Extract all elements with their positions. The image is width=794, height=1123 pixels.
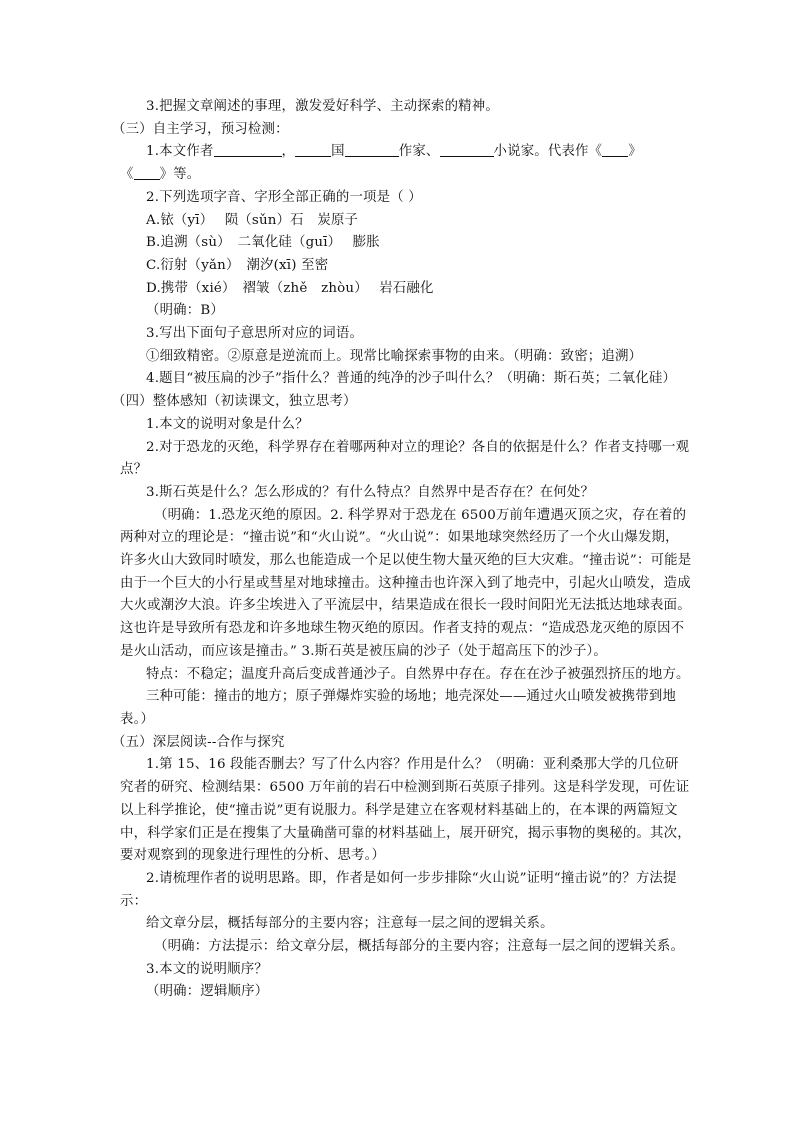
objective-3: 3.把握文章阐述的事理，激发爱好科学、主动探索的精神。 — [146, 99, 499, 114]
option-b: B.追溯（sù） 二氧化硅（guī） 膨胀 — [146, 235, 380, 251]
answer-blank-work-2 — [134, 165, 160, 180]
option-c: C.衍射（yǎn） 潮汐(xī) 至密 — [146, 257, 329, 273]
discussion-question-1: 1.第 15、16 段能否删去？写了什么内容？作用是什么？（明确：亚利桑那大学的几位研究者的研究、检测结果：6500 万年前的岩石中检测到斯石英原子排列。这是科学发现，可佐证以上科学推论，使“撞击说”更有说服力。科学是建立在客观材料基础上的，在本课的两篇短文中，科学家们正是在搜集了大量确凿可靠的材料基础上，展开研究，揭示事物的奥秘的。其次，要对观察到的现象进行理性的分析、思考。） — [120, 757, 691, 864]
question-1-text-f: 》 — [628, 144, 642, 160]
answer-blank-country — [295, 142, 331, 157]
study-answer-possibilities: 三种可能：撞击的地方；原子弹爆炸实验的场地；地壳深处——通过火山喷发被携带到地表。） — [120, 689, 677, 727]
option-a: A.铱（yī） 陨（sǔn）石 炭原子 — [146, 212, 359, 228]
discussion-question-2: 2.请梳理作者的说明思路。即，作者是如何一步步排除“火山说”证明“撞击说”的？方法提示： — [120, 870, 677, 909]
option-d: D.携带（xié） 褶皱（zhě zhòu） 岩石融化 — [146, 280, 434, 296]
question-4: 4.题目“被压扁的沙子”指什么？普通的纯净的沙子叫什么？（明确：斯石英；二氧化硅） — [146, 371, 677, 387]
study-question-3: 3.斯石英是什么？怎么形成的？有什么特点？自然界中是否存在？在何处？ — [146, 484, 595, 500]
section-5-heading: （五）深层阅读--合作与探究 — [112, 734, 285, 750]
answer-blank-author — [214, 142, 282, 157]
study-question-2: 2.对于恐龙的灭绝，科学界存在着哪两种对立的理论？各自的依据是什么？作者支持哪一观点？ — [120, 439, 690, 478]
question-1-text-b: ， — [281, 144, 296, 160]
document-body — [112, 96, 692, 1004]
question-1-text-a: 1.本文作者 — [146, 144, 214, 160]
answer-blank-work-1 — [602, 142, 628, 157]
question-1-text-h: 》等。 — [159, 167, 201, 183]
discussion-question-3: 3.本文的说明顺序？ — [146, 961, 268, 977]
answer-2: （明确：B） — [146, 303, 224, 319]
discussion-answer-3: （明确：逻辑顺序） — [146, 984, 269, 1000]
study-question-1: 1.本文的说明对象是什么？ — [146, 416, 309, 432]
study-answer: （明确：1.恐龙灭绝的原因。2. 科学界对于恐龙在 6500万前年遭遇灭顶之灾，存在着的两种对立的理论是：“撞击说”和“火山说”。“火山说”：如果地球突然经历了一个火山爆发期，许多火山大致同时喷发，那么也能造成一个足以使生物大量灭绝的巨大灾难。“撞击说”：可能是由于一个巨大的小行星或彗星对地球撞击。这种撞击也许深入到了地壳中，引起火山喷发，造成大火或潮汐大浪。许多尘埃进入了平流层中，结果造成在很长一段时间阳光无法抵达地球表面。这也许是导致所有恐龙和许多地球生物灭绝的原因。作者支持的观点：“造成恐龙灭绝的原因不是火山活动，而应该是撞击。” 3.斯石英是被压扁的沙子（处于超高压下的沙子）。 — [120, 507, 692, 659]
method-answer: （明确：方法提示：给文章分层，概括每部分的主要内容；注意每一层之间的逻辑关系。 — [154, 939, 685, 955]
question-3: 3.写出下面句子意思所对应的词语。 — [146, 326, 364, 342]
question-1 — [120, 141, 692, 186]
method-hint: 给文章分层，概括每部分的主要内容；注意每一层之间的逻辑关系。 — [146, 916, 554, 932]
question-1-text-d: 作家、 — [398, 144, 440, 160]
question-1-text-c: 国 — [331, 144, 345, 160]
section-4-heading: （四）整体感知（初读课文，独立思考） — [112, 394, 357, 410]
section-3-heading: （三）自主学习，预习检测： — [112, 121, 289, 137]
answer-blank-era — [345, 142, 399, 157]
question-3-detail: ①细致精密。②原意是逆流而上。现常比喻探索事物的由来。（明确：致密；追溯） — [146, 348, 643, 364]
question-1-text-g: 《 — [120, 167, 134, 183]
question-1-text-e: 小说家。代表作《 — [493, 144, 603, 160]
study-answer-features: 特点：不稳定；温度升高后变成普通沙子。自然界中存在。存在在沙子被强烈挤压的地方。 — [146, 666, 690, 682]
question-2: 2.下列选项字音、字形全部正确的一项是（ ） — [146, 189, 422, 205]
answer-blank-genre — [440, 142, 494, 157]
